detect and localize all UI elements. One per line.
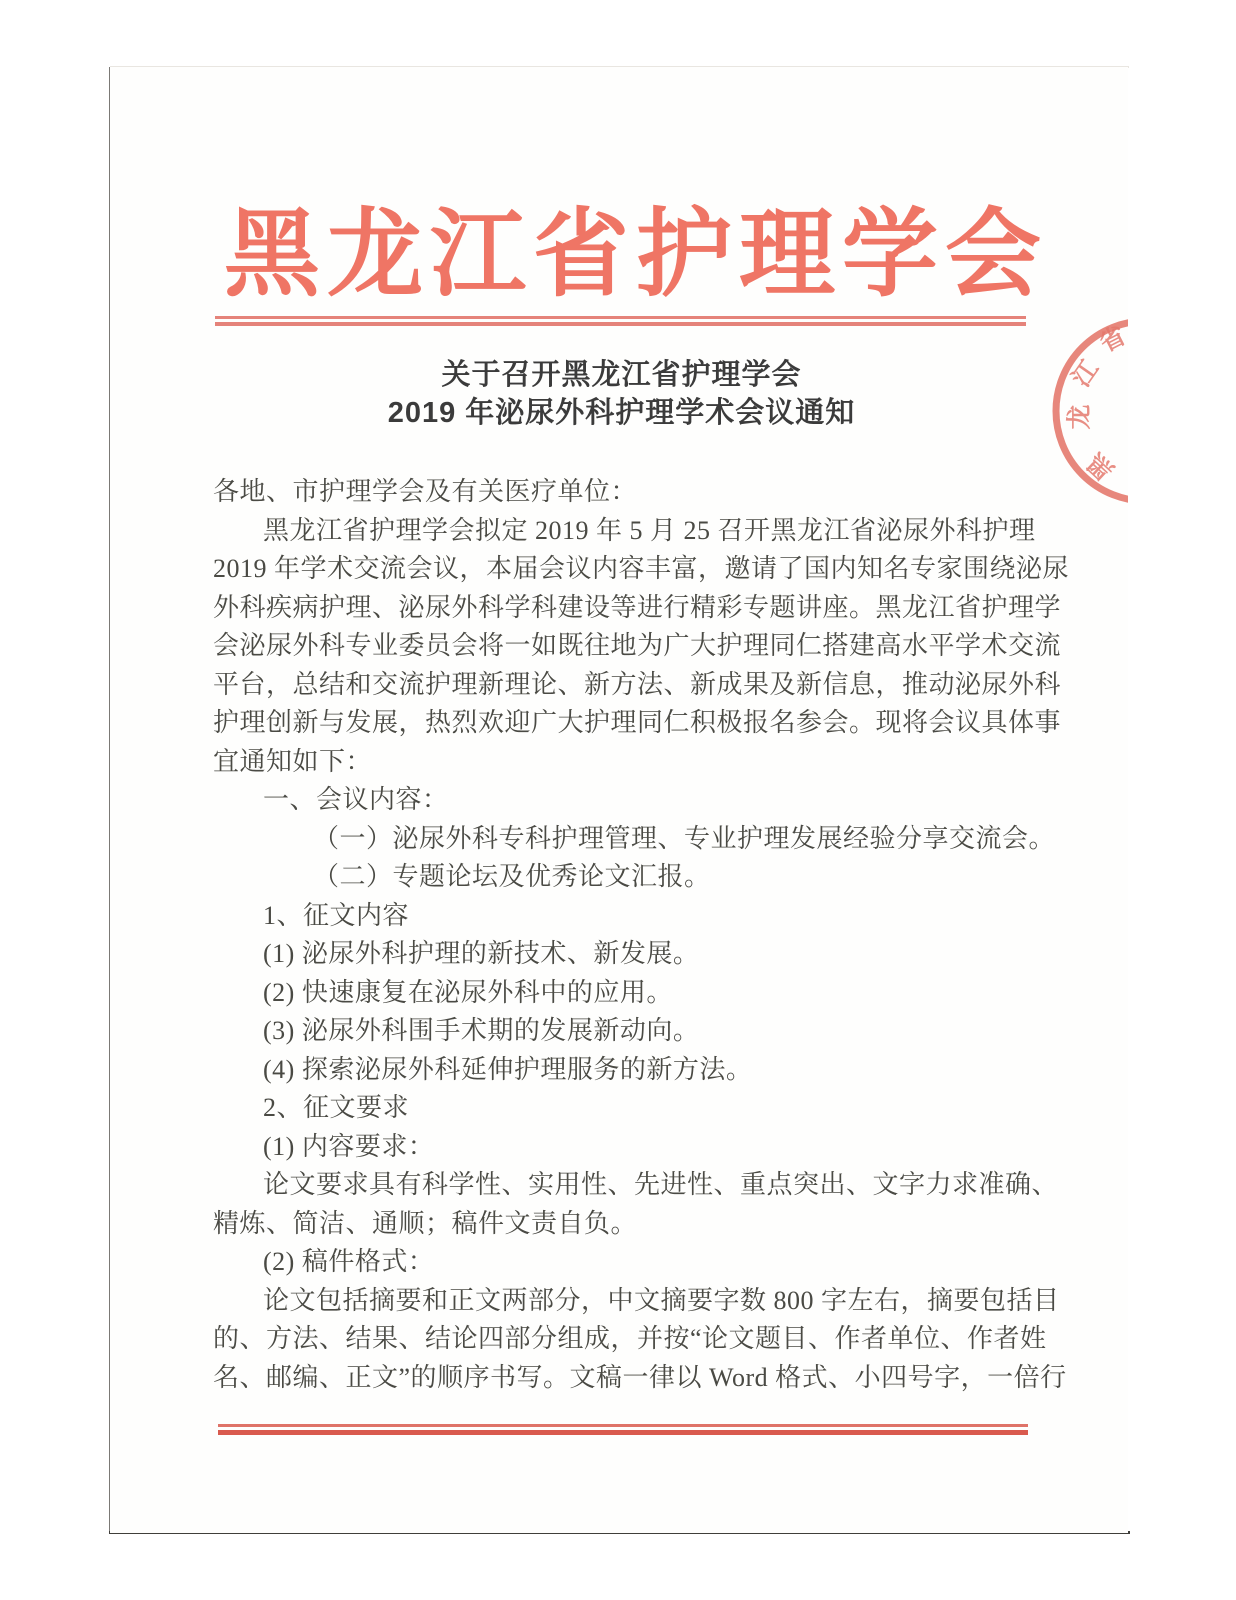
body-line: (2) 快速康复在泌尿外科中的应用。 (263, 977, 673, 1007)
document-title-line-1: 关于召开黑龙江省护理学会 (441, 359, 802, 391)
seal-character: 龙 (1066, 404, 1094, 430)
body-line: 的、方法、结果、结论四部分组成，并按“论文题目、作者单位、作者姓 (213, 1324, 1047, 1353)
body-line: 黑龙江省护理学会拟定 2019 年 5 月 25 召开黑龙江省泌尿外科护理 (263, 515, 1036, 545)
body-line: 论文要求具有科学性、实用性、先进性、重点突出、文字力求准确、 (263, 1170, 1059, 1199)
document-title-line-2: 2019 年泌尿外科护理学术会议通知 (387, 397, 856, 429)
seal-character: 江 (1067, 356, 1105, 392)
body-line: （二）专题论坛及优秀论文汇报。 (313, 862, 711, 891)
official-seal (1046, 311, 1131, 511)
body-line: 护理创新与发展，热烈欢迎广大护理同仁积极报名参会。现将会议具体事 (213, 708, 1062, 737)
body-line: 外科疾病护理、泌尿外科学科建设等进行精彩专题讲座。黑龙江省护理学 (213, 592, 1062, 622)
body-line: 2019 年学术交流会议，本届会议内容丰富，邀请了国内知名专家围绕泌尿 (213, 554, 1070, 583)
body-line: (1) 内容要求： (263, 1131, 435, 1161)
body-line: 精炼、简洁、通顺；稿件文责自负。 (213, 1208, 638, 1238)
seal-character: 黑 (1082, 447, 1120, 485)
body-line: (1) 泌尿外科护理的新技术、新发展。 (263, 939, 700, 968)
body-line: 宜通知如下： (213, 746, 373, 776)
body-line: 各地、市护理学会及有关医疗单位： (213, 477, 638, 506)
body-line: 2、征文要求 (263, 1093, 410, 1122)
body-line: 平台，总结和交流护理新理论、新方法、新成果及新信息，推动泌尿外科 (213, 669, 1062, 699)
body-line: 一、会议内容： (263, 785, 449, 814)
letterhead-rule-bottom (215, 322, 1026, 326)
footer-rule-bottom (218, 1430, 1028, 1435)
body-line: 1、征文内容 (263, 900, 410, 930)
footer-rule-top (218, 1424, 1028, 1427)
letterhead-org-name: 黑龙江省护理学会 (224, 201, 1048, 308)
body-line: 名、邮编、正文”的顺序书写。文稿一律以 Word 格式、小四号字，一倍行 (213, 1362, 1067, 1392)
body-line: 论文包括摘要和正文两部分，中文摘要字数 800 字左右，摘要包括目 (263, 1285, 1060, 1315)
body-line: (2) 稿件格式： (263, 1247, 435, 1276)
body-line: (3) 泌尿外科围手术期的发展新动向。 (263, 1016, 700, 1045)
body-line: （一）泌尿外科专科护理管理、专业护理发展经验分享交流会。 (313, 823, 1056, 853)
letterhead-rule-top (215, 316, 1026, 319)
scanned-page (110, 67, 1131, 1533)
seal-character: 省 (1095, 322, 1131, 358)
body-line: (4) 探索泌尿外科延伸护理服务的新方法。 (263, 1054, 753, 1084)
document-body (213, 473, 1070, 1397)
document-title (213, 356, 1030, 432)
body-line: 会泌尿外科专业委员会将一如既往地为广大护理同仁搭建高水平学术交流 (213, 631, 1062, 660)
